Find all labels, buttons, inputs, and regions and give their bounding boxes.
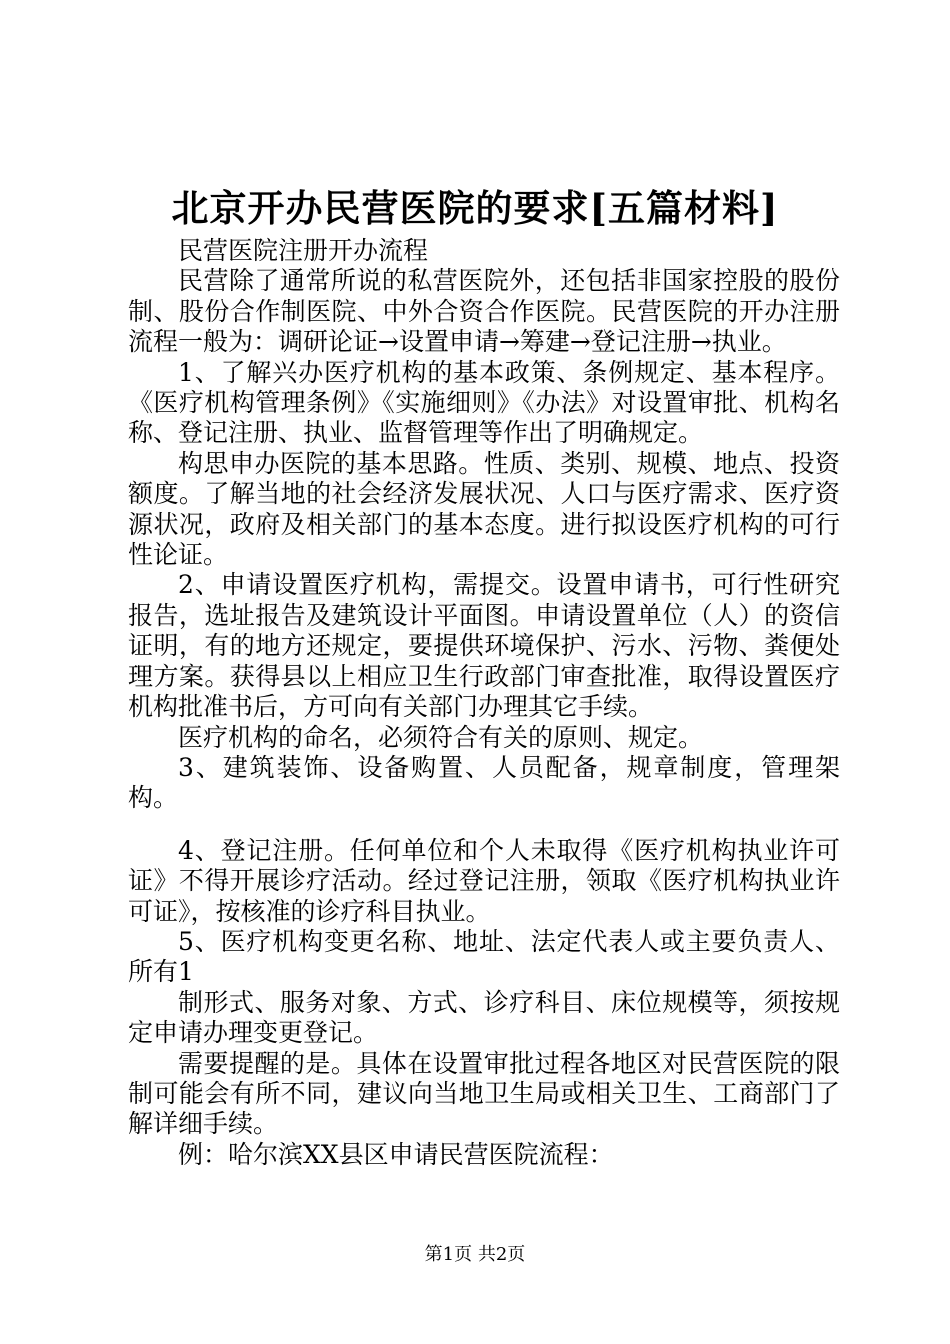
paragraph-subtitle: 民营医院注册开办流程	[178, 236, 429, 265]
paragraph-step-2: 2、申请设置医疗机构，需提交。设置申请书，可行性研究报告，选址报告及建筑设计平面图。申请设置单位（人）的资信证明，有的地方还规定，要提供环境保护、污水、污物、粪便处理方案。获得县以上相应卫生行政部门审查批准，取得设置医疗机构批准书后，方可向有关部门办理其它手续。	[128, 570, 840, 722]
paragraph-step-5-continued: 制形式、服务对象、方式、诊疗科目、床位规模等，须按规定申请办理变更登记。	[128, 987, 840, 1048]
paragraph-step-1-detail: 构思申办医院的基本思路。性质、类别、规模、地点、投资额度。了解当地的社会经济发展状况、人口与医疗需求、医疗资源状况，政府及相关部门的基本态度。进行拟设医疗机构的可行性论证。	[128, 448, 840, 570]
paragraph-step-5: 5、医疗机构变更名称、地址、法定代表人或主要负责人、所有1	[128, 926, 840, 987]
paragraph-reminder: 需要提醒的是。具体在设置审批过程各地区对民营医院的限制可能会有所不同，建议向当地卫生局或相关卫生、工商部门了解详细手续。	[128, 1048, 840, 1139]
paragraph-step-3: 3、建筑装饰、设备购置、人员配备，规章制度，管理架构。	[128, 752, 840, 813]
paragraph-step-4: 4、登记注册。任何单位和个人未取得《医疗机构执业许可证》不得开展诊疗活动。经过登记注册，领取《医疗机构执业许可证》，按核准的诊疗科目执业。	[128, 835, 840, 926]
paragraph-example: 例：哈尔滨XX县区申请民营医院流程：	[178, 1139, 614, 1169]
paragraph-step-1: 1、了解兴办医疗机构的基本政策、条例规定、基本程序。《医疗机构管理条例》《实施细则》《办法》对设置审批、机构名称、登记注册、执业、监督管理等作出了明确规定。	[128, 357, 840, 448]
document-title: 北京开办民营医院的要求[五篇材料]	[171, 186, 779, 230]
document-body	[128, 236, 840, 1170]
paragraph-naming: 医疗机构的命名，必须符合有关的原则、规定。	[178, 722, 704, 752]
paragraph-intro: 民营除了通常所说的私营医院外，还包括非国家控股的股份制、股份合作制医院、中外合资合作医院。民营医院的开办注册流程一般为：调研论证→设置申请→筹建→登记注册→执业。	[128, 266, 840, 357]
page-footer: 第1页 共2页	[424, 1244, 526, 1265]
